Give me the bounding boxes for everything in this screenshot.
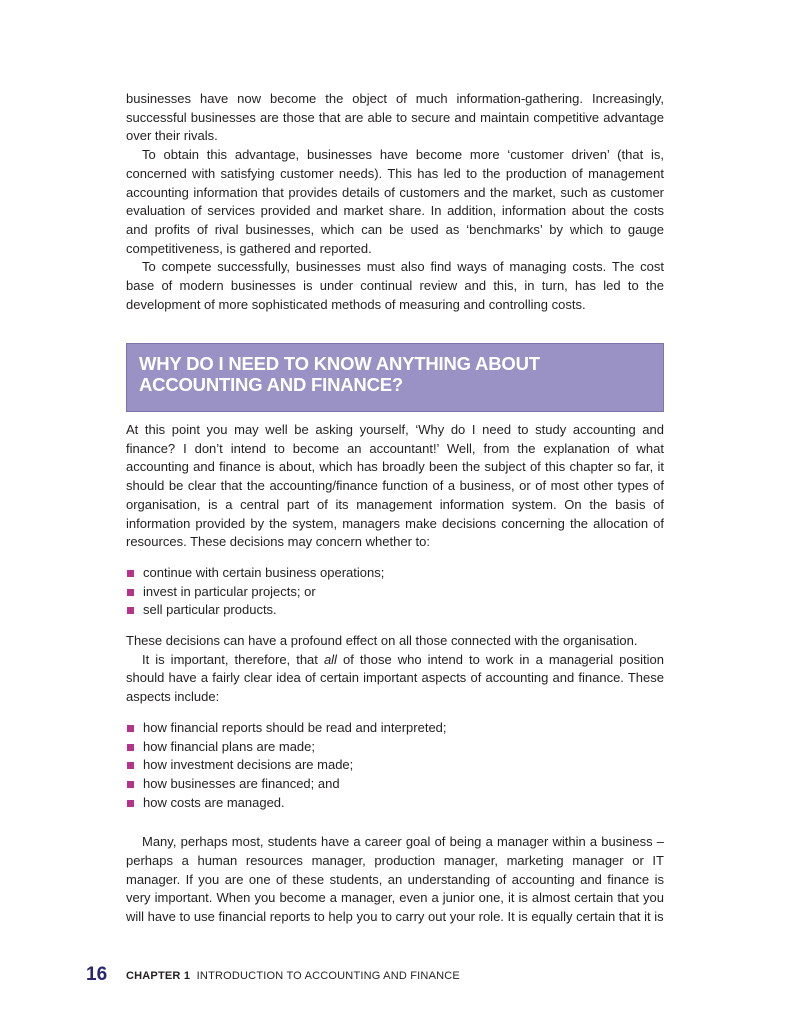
square-bullet-icon	[127, 570, 134, 577]
square-bullet-icon	[127, 744, 134, 751]
page-number: 16	[86, 964, 108, 985]
section-body	[126, 421, 664, 927]
paragraph-customer-driven: To obtain this advantage, businesses have become more ‘customer driven’ (that is, concerned with satisfying customer needs). This has led to the production of management accounting information that provides details of customers and the market, such as customer evaluation of services provided and market share. In addition, information about the costs and profits of rival businesses, which can be used as ‘benchmarks’ by which to gauge competitiveness, is gathered and reported.	[126, 147, 664, 256]
square-bullet-icon	[127, 725, 134, 732]
important-paragraph: It is important, therefore, that all of those who intend to work in a managerial position should have a fairly clear idea of certain important aspects of accounting and finance. These aspects include:	[126, 651, 664, 705]
chapter-label: CHAPTER 1	[126, 970, 191, 982]
running-footer	[126, 970, 460, 982]
list-item: how investment decisions are made;	[126, 756, 664, 775]
list-item: how financial reports should be read and interpreted;	[126, 719, 664, 738]
square-bullet-icon	[127, 589, 134, 596]
square-bullet-icon	[127, 781, 134, 788]
list-item: how financial plans are made;	[126, 738, 664, 757]
square-bullet-icon	[127, 607, 134, 614]
list-item: invest in particular projects; or	[126, 583, 664, 602]
closing-paragraph: Many, perhaps most, students have a career goal of being a manager within a business – perhaps a human resources manager, production manager, marketing manager or IT manager. If you are one of these students, an understanding of accounting and finance is very important. When you become a manager, even a junior one, it is almost certain that you will have to use financial reports to help you to carry out your role. It is equally certain that it is	[126, 834, 664, 925]
decision-list	[126, 564, 664, 620]
square-bullet-icon	[127, 800, 134, 807]
paragraph-managing-costs: To compete successfully, businesses must also find ways of managing costs. The cost base of modern businesses is under continual review and this, in turn, has led to the development of more sophisticated methods of measuring and controlling costs.	[126, 259, 664, 312]
chapter-title: INTRODUCTION TO ACCOUNTING AND FINANCE	[196, 970, 460, 982]
section-intro-paragraph: At this point you may well be asking yourself, ‘Why do I need to study accounting and finance? I don’t intend to become an accountant!’ Well, from the explanation of what accounting and finance is about, which has broadly been the subject of this chapter so far, it should be clear that the accounting/finance function of a business, or of most other types of organisation, is a central part of its management information system. On the basis of information provided by the system, managers make decisions concerning the allocation of resources. These decisions may concern whether to:	[126, 422, 664, 550]
list-item: continue with certain business operations;	[126, 564, 664, 583]
square-bullet-icon	[127, 762, 134, 769]
list-item: how businesses are financed; and	[126, 775, 664, 794]
top-text-block	[126, 90, 664, 314]
aspects-list	[126, 719, 664, 813]
section-heading: WHY DO I NEED TO KNOW ANYTHING ABOUT ACCOUNTING AND FINANCE?	[126, 343, 664, 412]
list-item: how costs are managed.	[126, 794, 664, 813]
emphasis-all: all	[323, 651, 337, 667]
list-item: sell particular products.	[126, 601, 664, 620]
paragraph-continued: businesses have now become the object of much information-gathering. Increasingly, successful businesses are those that are able to secure and maintain competitive advantage over their rivals.	[126, 91, 664, 144]
effect-paragraph: These decisions can have a profound effect on all those connected with the organisation.	[126, 633, 638, 649]
